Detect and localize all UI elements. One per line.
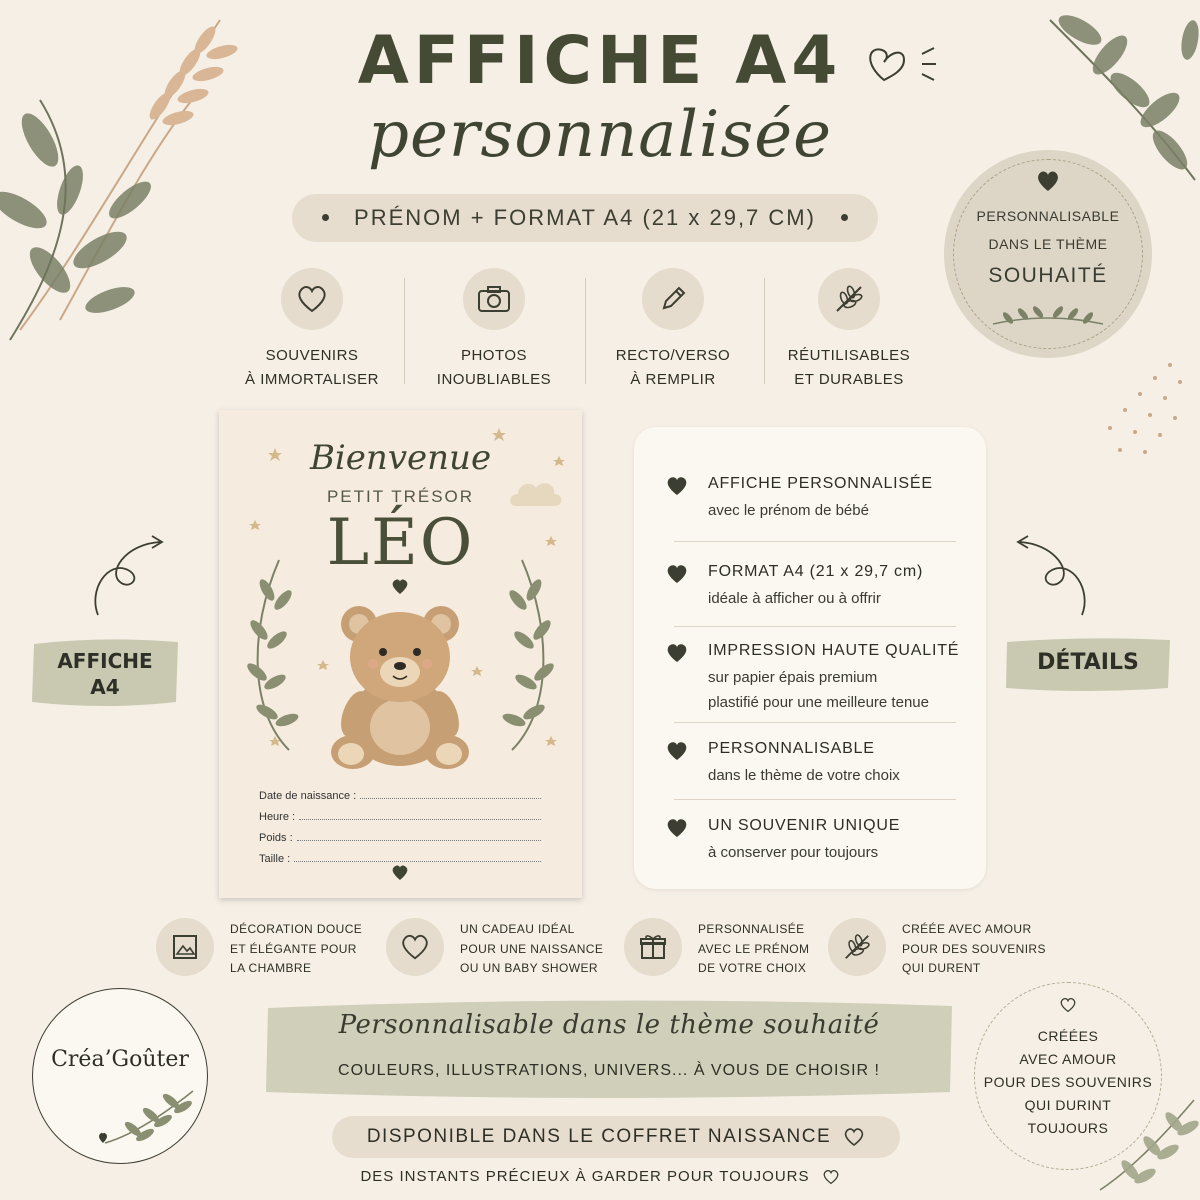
- poster-field-label: Taille :: [259, 853, 291, 865]
- footer-tagline: [0, 1168, 1200, 1185]
- feature-recto-verso: [593, 268, 753, 392]
- heart-icon: [666, 564, 688, 584]
- detail-title: FORMAT A4 (21 x 29,7 cm): [708, 563, 924, 580]
- detail-text: avec le prénom de bébé: [708, 502, 869, 519]
- affiche-a4-text: AFFICHE A4: [57, 649, 153, 699]
- divider: [674, 626, 956, 627]
- leaf-icon: [842, 932, 872, 962]
- bullet-dot: [322, 214, 329, 221]
- poster-subtitle: PETIT TRÉSOR: [326, 487, 475, 506]
- banner-subtitle: COULEURS, ILLUSTRATIONS, UNIVERS... À VOUS DE CHOISIR !: [338, 1062, 880, 1079]
- divider: [764, 278, 765, 384]
- details-text: DÉTAILS: [1037, 650, 1139, 675]
- footer-text: DES INSTANTS PRÉCIEUX À GARDER POUR TOUJOURS: [360, 1168, 810, 1185]
- heart-outline-icon: [296, 284, 328, 314]
- feature-icon-circle: [624, 918, 682, 976]
- page-subtitle: personnalisée: [368, 98, 832, 172]
- poster-field-heure: [259, 811, 541, 823]
- heart-outline-icon: [864, 40, 944, 90]
- divider: [674, 799, 956, 800]
- detail-text: idéale à afficher ou à offrir: [708, 590, 881, 607]
- feature-label: RECTO/VERSO À REMPLIR: [615, 347, 731, 388]
- details-card: [634, 427, 986, 889]
- poster-name: LÉO: [326, 506, 475, 580]
- divider: [674, 722, 956, 723]
- heart-outline-icon: [843, 1127, 865, 1147]
- pencil-icon: [658, 284, 688, 314]
- personalisable-badge: [944, 150, 1152, 358]
- format-pill: [292, 194, 878, 242]
- feature-icon-circle: [828, 918, 886, 976]
- curved-arrow-icon: [1012, 530, 1092, 620]
- dots-decoration: [1100, 360, 1190, 460]
- poster-field-label: Heure :: [259, 811, 296, 823]
- feature-photos: [414, 268, 574, 392]
- leaf-branch-decoration: [1090, 1090, 1200, 1200]
- detail-title: PERSONNALISABLE: [708, 740, 875, 757]
- camera-icon: [476, 284, 512, 314]
- brand-logo: [32, 988, 208, 1164]
- divider: [674, 541, 956, 542]
- poster-greeting: Bienvenue: [309, 438, 492, 478]
- poster-field-label: Date de naissance :: [259, 790, 357, 802]
- page-title: AFFICHE A4: [357, 22, 843, 99]
- feature-icon-circle: [386, 918, 444, 976]
- heart-outline-icon: [400, 933, 430, 961]
- bullet-dot: [841, 214, 848, 221]
- feature-souvenirs: [232, 268, 392, 392]
- detail-text: sur papier épais premium plastifié pour une meilleure tenue: [708, 669, 929, 711]
- bottom-feature-label: UN CADEAU IDÉAL POUR UNE NAISSANCE OU UN BABY SHOWER: [460, 922, 604, 975]
- detail-title: IMPRESSION HAUTE QUALITÉ: [708, 642, 960, 659]
- teddy-bear-illustration: [325, 602, 475, 772]
- detail-title: AFFICHE PERSONNALISÉE: [708, 475, 933, 492]
- feature-icon-circle: [281, 268, 343, 330]
- format-pill-text: PRÉNOM + FORMAT A4 (21 x 29,7 CM): [354, 205, 816, 230]
- curved-arrow-icon: [88, 530, 168, 620]
- poster-field-date: [259, 790, 541, 802]
- heart-icon: [666, 818, 688, 838]
- poster-field-taille: [259, 853, 541, 865]
- details-label: [1004, 636, 1172, 692]
- badge-line1: PERSONNALISABLE: [976, 208, 1120, 224]
- leaf-branch-icon: [93, 1085, 203, 1149]
- heart-outline-icon: [1059, 997, 1077, 1013]
- feature-label: RÉUTILISABLES ET DURABLES: [787, 347, 911, 388]
- divider: [585, 278, 586, 384]
- feature-label: PHOTOS INOUBLIABLES: [436, 347, 552, 388]
- gift-icon: [638, 932, 668, 962]
- heart-outline-icon: [822, 1169, 840, 1185]
- bottom-feature-label: DÉCORATION DOUCE ET ÉLÉGANTE POUR LA CHAMBRE: [230, 922, 363, 975]
- bottom-feature-label: PERSONNALISÉE AVEC LE PRÉNOM DE VOTRE CHOIX: [698, 922, 810, 975]
- poster-field-poids: [259, 832, 541, 844]
- poster-field-label: Poids :: [259, 832, 293, 844]
- feature-reutilisables: [769, 268, 929, 392]
- feature-icon-circle: [818, 268, 880, 330]
- coffret-pill-text: DISPONIBLE DANS LE COFFRET NAISSANCE: [366, 1126, 832, 1147]
- picture-frame-icon: [170, 932, 200, 962]
- bottom-feature-label: CRÉÉE AVEC AMOUR POUR DES SOUVENIRS QUI DURENT: [902, 922, 1046, 975]
- feature-label: SOUVENIRS À IMMORTALISER: [245, 347, 379, 388]
- love-circle-text: CRÉÉES AVEC AMOUR POUR DES SOUVENIRS QUI DURINT TOUJOURS: [983, 1028, 1153, 1136]
- heart-icon: [1036, 170, 1060, 192]
- detail-text: dans le thème de votre choix: [708, 767, 900, 784]
- coffret-pill: [332, 1116, 900, 1158]
- laurel-icon: [988, 302, 1108, 332]
- feature-icon-circle: [156, 918, 214, 976]
- brand-name: Créa’Goûter: [51, 1047, 189, 1072]
- poster-preview: [219, 410, 582, 898]
- heart-icon: [666, 741, 688, 761]
- divider: [404, 278, 405, 384]
- personalisation-banner: [262, 998, 956, 1100]
- badge-line2: DANS LE THÈME: [988, 236, 1108, 252]
- detail-title: UN SOUVENIR UNIQUE: [708, 817, 901, 834]
- feature-icon-circle: [642, 268, 704, 330]
- heart-icon: [666, 643, 688, 663]
- feature-icon-circle: [463, 268, 525, 330]
- badge-line3: SOUHAITÉ: [988, 264, 1108, 287]
- banner-script: Personnalisable dans le thème souhaité: [338, 1010, 880, 1040]
- leaf-icon: [833, 283, 865, 315]
- affiche-a4-label: [30, 636, 180, 708]
- detail-text: à conserver pour toujours: [708, 844, 879, 861]
- heart-icon: [666, 476, 688, 496]
